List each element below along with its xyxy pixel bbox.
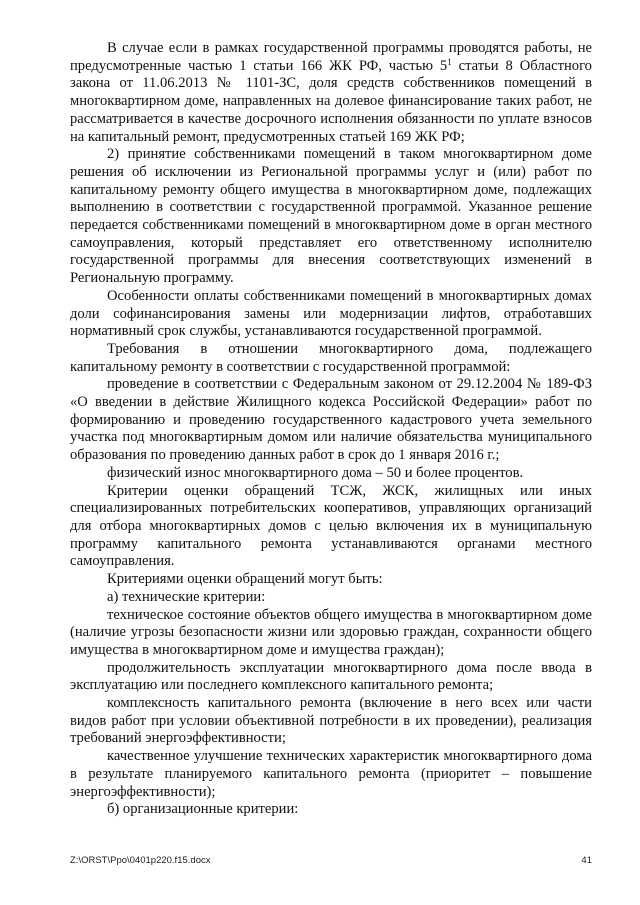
paragraph-6: физический износ многоквартирного дома – 50 и более процентов. <box>107 464 524 481</box>
paragraph-1-text-b: статьи 8 Областного закона от 11.06.2013 № 1101-ЗС, доля средств собственников помещений в многоквартирном доме, направленных на долевое финансирование таких работ, не рассматривается в качестве досрочного исполнения обязанности по уплате взносов на капитальный ремонт, предусмотренных статьей 169 ЖК РФ; <box>70 57 592 145</box>
superscript-index: 1 <box>447 56 452 67</box>
footer-file-path: Z:\ORST\Ppo\0401p220.f15.docx <box>70 855 211 866</box>
paragraph-7: Критерии оценки обращений ТСЖ, ЖСК, жилищных или иных специализированных потребительских кооперативов, управляющих организаций для отбора многоквартирных домов с целью включения их в муниципальную программу капитального ремонта устанавливаются органами местного самоуправления. <box>70 482 592 570</box>
footer-page-number: 41 <box>581 855 592 866</box>
paragraph-10: техническое состояние объектов общего имущества в многоквартирном доме (наличие угрозы безопасности жизни или здоровью граждан, сохранности общего имущества в многоквартирном доме и имущества граждан); <box>70 606 592 658</box>
paragraph-9: а) технические критерии: <box>107 588 266 605</box>
paragraph-3: Особенности оплаты собственниками помещений в многоквартирных домах доли софинансирования замены или модернизации лифтов, отработавших нормативный срок службы, устанавливаются государственной программой. <box>70 287 592 340</box>
paragraph-2: 2) принятие собственниками помещений в таком многоквартирном доме решения об исключении из Региональной программы услуг и (или) работ по капитальному ремонту общего имущества в многоквартирном доме, подлежащих выполнению в соответствии с государственной программой. Указанное решение передается собственниками помещений в многоквартирном доме в орган местного самоуправления, который представляет его ответственному исполнителю государственной программы для внесения соответствующих изменений в Региональную программу. <box>70 146 592 287</box>
document-page <box>70 40 592 860</box>
paragraph-5: проведение в соответствии с Федеральным законом от 29.12.2004 № 189-ФЗ «О введении в действие Жилищного кодекса Российской Федерации» работ по формированию и проведению государственного кадастрового учета земельного участка под многоквартирным домом или наличие обязательства муниципального образования по проведению данных работ в срок до 1 января 2016 г.; <box>70 376 592 464</box>
paragraph-8: Критериями оценки обращений могут быть: <box>107 571 383 588</box>
paragraph-12: комплексность капитального ремонта (включение в него всех или части видов работ при условии объективной потребности в их проведении), реализация требований энергоэффективности; <box>70 695 592 747</box>
paragraph-1-text-a: В случае если в рамках государственной программы проводятся работы, не предусмотренные частью 1 статьи 166 ЖК РФ, частью 5 <box>70 40 592 74</box>
paragraph-11: продолжительность эксплуатации многоквартирного дома после ввода в эксплуатацию или последнего комплексного капитального ремонта; <box>70 659 592 694</box>
paragraph-4: Требования в отношении многоквартирного дома, подлежащего капитальному ремонту в соответствии с государственной программой: <box>70 340 592 375</box>
page-footer <box>70 854 592 868</box>
paragraph-13: качественное улучшение технических характеристик многоквартирного дома в результате планируемого капитального ремонта (приоритет – повышение энергоэффективности); <box>70 748 592 800</box>
paragraph-14: б) организационные критерии: <box>107 801 299 818</box>
paragraph-1 <box>70 40 592 146</box>
